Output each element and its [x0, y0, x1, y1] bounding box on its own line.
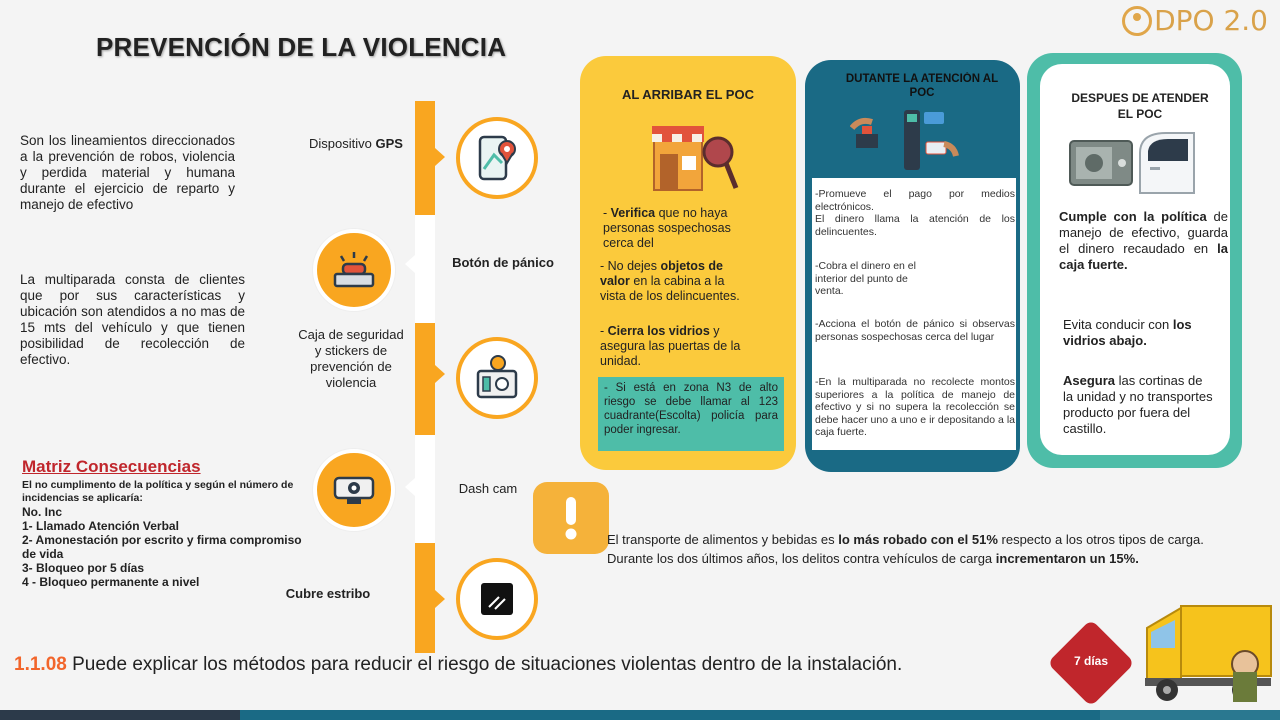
card-terminal-icon: [850, 104, 960, 181]
text-fragment-bold: Cumple con la política: [1059, 209, 1207, 224]
text-fragment-bold: Verifica: [610, 206, 656, 220]
card-arrival-bullet-1: [603, 206, 763, 251]
panic-button-icon: [313, 229, 395, 311]
text-fragment-bold: lo más robado con el 51%: [838, 532, 998, 547]
text-fragment-bold: incrementaron un 15%.: [995, 551, 1139, 566]
card-arrival-title: AL ARRIBAR EL POC: [622, 87, 754, 102]
matriz-intro: El no cumplimento de la política y según el número de incidencias se aplicaría:: [22, 479, 294, 504]
page-title: PREVENCIÓN DE LA VIOLENCIA: [96, 32, 507, 62]
objective-number: 1.1.08: [14, 654, 67, 675]
safe-box-icon: [456, 337, 538, 419]
objective-line: [14, 654, 902, 676]
card-arrival-highlight-box: - Si está en zona N3 de alto riesgo se debe llamar al 123 cuadrante(Escolta) policía para poder ingresar.: [598, 377, 784, 451]
text-fragment: que no haya personas sospechosas cerca del: [603, 206, 731, 250]
text-fragment-bold: Asegura: [1063, 373, 1116, 388]
dpo-logo: [1122, 4, 1268, 37]
timeline-label-dashcam: Dash cam: [458, 481, 518, 496]
footer-bar: [0, 710, 240, 720]
text-fragment: - No dejes: [600, 259, 661, 273]
truck-icon: [1145, 598, 1275, 711]
card-arrival-bullet-2: [600, 259, 740, 304]
timeline-segment: [415, 323, 435, 435]
matriz-line: 4 - Bloqueo permanente a nivel: [22, 575, 200, 589]
text-fragment: Durante los dos últimos años, los delitos contra vehículos de carga: [607, 551, 996, 566]
matriz-title: Matriz Consecuencias: [22, 457, 201, 476]
safe-icon: [1068, 133, 1134, 194]
timeline-notch: [405, 478, 415, 496]
alert-text: [607, 530, 1242, 568]
card-after-bullet-3: [1063, 373, 1213, 437]
matriz-line: No. Inc: [22, 505, 63, 519]
matriz-line: 1- Llamado Atención Verbal: [22, 519, 179, 533]
days-badge-label: 7 días: [1073, 654, 1109, 668]
card-during-text-2: -Cobra el dinero en el interior del punto de venta.: [815, 260, 916, 297]
footer-bar: [1100, 710, 1280, 720]
timeline-notch: [405, 255, 415, 273]
logo-icon: [1122, 6, 1152, 36]
text-fragment: en la cabina a la vista de los delincuentes.: [600, 274, 740, 303]
timeline-segment: [415, 103, 435, 215]
card-after-bullet-1: [1059, 209, 1228, 273]
alert-icon: [533, 482, 609, 554]
matriz-line: 3- Bloqueo por 5 días: [22, 561, 145, 575]
text-fragment-bold: Cierra los vidrios: [607, 324, 710, 338]
gps-label-bold: GPS: [375, 136, 403, 151]
timeline-label-panic: Botón de pánico: [452, 255, 554, 270]
store-icon: [648, 116, 740, 199]
gps-label-prefix: Dispositivo: [309, 136, 376, 151]
card-during-text-3: -Acciona el botón de pánico si observas personas sospechosas cerca del lugar: [815, 318, 1015, 343]
timeline-notch: [435, 148, 445, 166]
gps-map-icon: [456, 117, 538, 199]
card-arrival-bullet-3: [600, 324, 745, 369]
timeline-label-safe: Caja de seguridad y stickers de prevención de violencia: [298, 327, 404, 390]
text-fragment-bold: objetos de valor: [600, 259, 723, 288]
card-after-bullet-2: [1063, 317, 1213, 349]
timeline-notch: [435, 590, 445, 608]
truck-door-icon: [1136, 127, 1198, 202]
timeline-segment: [415, 215, 435, 323]
text-fragment-bold: la caja fuerte.: [1059, 241, 1228, 272]
timeline-segment: [415, 543, 435, 653]
text-fragment: El transporte de alimentos y bebidas es: [607, 532, 839, 547]
dash-cam-icon: [313, 449, 395, 531]
intro-paragraph: Son los lineamientos direccionados a la prevención de robos, violencia y perdida material y humana durante el ejercicio de reparto y manejo de efectivo: [20, 133, 235, 212]
matriz-consecuencias: [22, 457, 307, 589]
logo-text: DPO 2.0: [1154, 4, 1268, 37]
card-after-title: DESPUES DE ATENDER EL POC: [1071, 91, 1209, 121]
multiparada-paragraph: La multiparada consta de clientes que por sus características y ubicación son atendidos a no mas de 15 mts del vehículo y que tienen posibilidad de recolección de efectivo.: [20, 272, 245, 367]
text-fragment: de manejo de efectivo, guarda el dinero recaudado en: [1059, 209, 1228, 256]
timeline-label-gps: [300, 136, 412, 152]
card-during-title: DUTANTE LA ATENCIÓN AL POC: [845, 73, 999, 99]
card-during-text-1: -Promueve el pago por medios electrónicos. El dinero llama la atención de los delincuentes.: [815, 188, 1015, 238]
text-fragment: -: [603, 206, 611, 220]
text-fragment: -: [600, 324, 608, 338]
text-fragment-bold: los vidrios abajo.: [1063, 317, 1192, 348]
text-fragment: Evita conducir con: [1063, 317, 1173, 332]
timeline-label-step: Cubre estribo: [285, 586, 371, 601]
timeline-segment: [415, 435, 435, 543]
step-cover-icon: [456, 558, 538, 640]
text-fragment: respecto a los otros tipos de carga.: [997, 532, 1204, 547]
card-during-text-4: -En la multiparada no recolecte montos superiores a la política de manejo de efectivo y si no supera la recolección se debe hacer uno a uno e ir depositando a la caja fuerte.: [815, 376, 1015, 438]
objective-text: Puede explicar los métodos para reducir el riesgo de situaciones violentas dentro de la instalación.: [66, 654, 903, 675]
matriz-line: 2- Amonestación por escrito y firma compromiso de vida: [22, 533, 302, 561]
timeline-notch: [435, 365, 445, 383]
text-fragment: las cortinas de la unidad y no transportes producto por fuera del castillo.: [1063, 373, 1213, 436]
text-fragment: y asegura las puertas de la unidad.: [600, 324, 741, 368]
